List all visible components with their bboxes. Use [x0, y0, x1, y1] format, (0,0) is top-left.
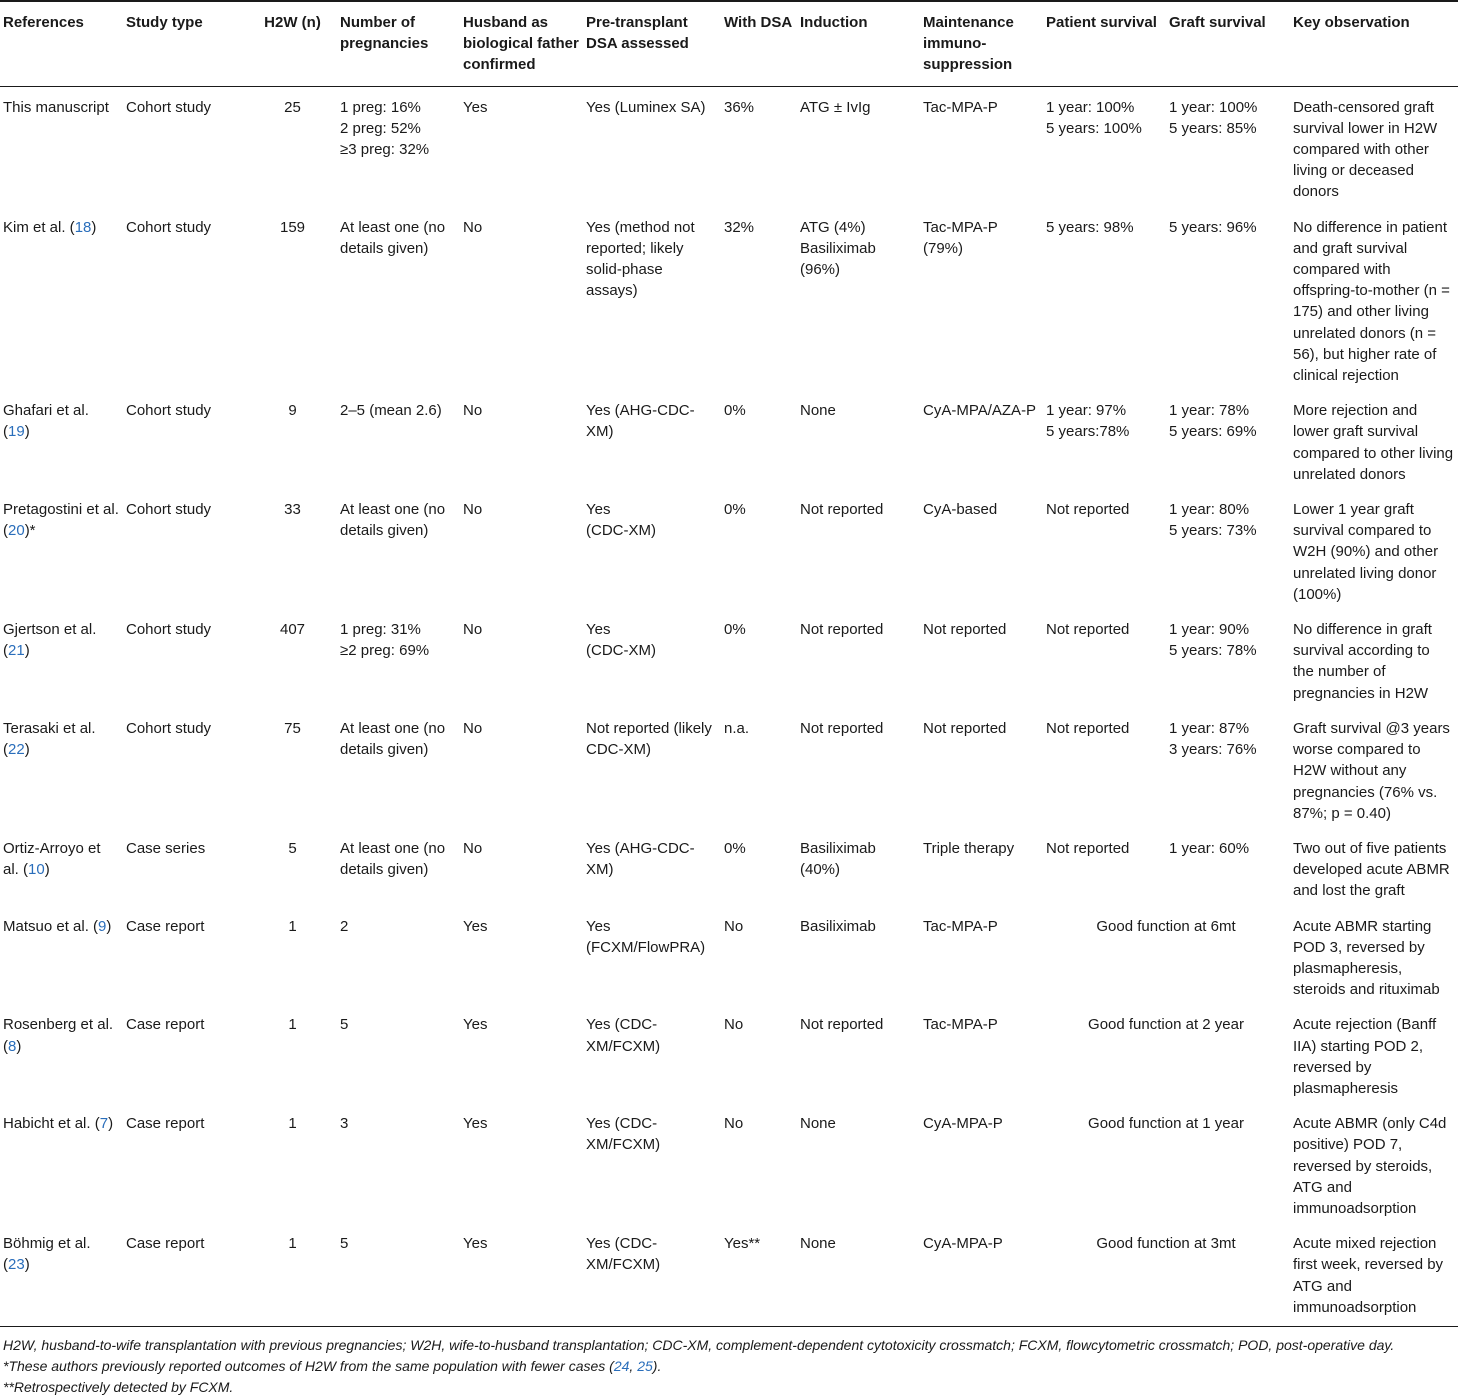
cell-key-observation: Acute mixed rejection first week, reversed by ATG and immunoadsorption [1290, 1223, 1458, 1326]
cell-reference: Terasaki et al. (22) [3, 719, 96, 759]
cell-dsa-assessed: Yes (FCXM/FlowPRA) [586, 917, 706, 956]
header-number-of-pregnancies: Number of pregnancies [337, 1, 460, 86]
cell-n: 1 [288, 1115, 297, 1133]
cell-patient-survival: Not reported [1046, 621, 1130, 639]
cell-dsa-assessed: Yes (CDC-XM) [586, 621, 656, 660]
cell-induction: None [800, 402, 836, 420]
cell-pregnancies: At least one (no details given) [340, 501, 446, 540]
table-row [0, 828, 1458, 906]
cell-maintenance: CyA-MPA-P [923, 1115, 1003, 1133]
reference-link[interactable]: 22 [8, 741, 25, 759]
reference-link[interactable]: 25 [637, 1357, 653, 1374]
cell-pregnancies: 2 [340, 917, 349, 935]
cell-reference: Böhmig et al. (23) [0, 1223, 123, 1326]
cell-study-type: Cohort study [126, 621, 212, 639]
header-induction: Induction [797, 1, 920, 86]
table-row [0, 906, 1458, 1005]
cell-patient-survival: 5 years: 98% [1046, 218, 1134, 236]
cell-dsa-assessed: Yes (CDC-XM) [586, 501, 656, 540]
table-row [0, 207, 1458, 391]
cell-n: 33 [284, 501, 301, 519]
cell-outcome: Good function at 2 year [1088, 1016, 1244, 1034]
table-row [0, 1223, 1458, 1326]
cell-outcome: Good function at 6mt [1096, 917, 1236, 935]
cell-induction: None [797, 1223, 920, 1326]
cell-reference: Matsuo et al. (9) [3, 917, 112, 935]
cell-patient-survival: Not reported [1046, 719, 1130, 737]
cell-reference: Kim et al. (18) [3, 218, 97, 236]
cell-maintenance: Not reported [923, 621, 1007, 639]
cell-pregnancies: At least one (no details given) [340, 839, 446, 879]
header-row [0, 1, 1458, 86]
table-row [0, 708, 1458, 828]
reference-link[interactable]: 21 [8, 642, 25, 660]
reference-link[interactable]: 10 [28, 861, 45, 879]
cell-outcome: Good function at 3mt [1043, 1223, 1290, 1326]
cell-study-type: Cohort study [126, 402, 212, 420]
cell-pregnancies: 2–5 (mean 2.6) [340, 402, 442, 420]
cell-n: 407 [279, 621, 306, 639]
cell-husband: No [463, 402, 483, 420]
cell-induction: Not reported [800, 719, 884, 737]
cell-reference: Pretagostini et al. (20)* [3, 501, 119, 540]
cell-husband: Yes [460, 1223, 583, 1326]
cell-dsa-assessed: Yes (AHG-CDC-XM) [586, 839, 695, 879]
cell-with-dsa: No [724, 1016, 744, 1034]
cell-pregnancies: 1 preg: 16% 2 preg: 52% ≥3 preg: 32% [340, 98, 430, 159]
cell-graft-survival: 1 year: 78% 5 years: 69% [1169, 402, 1257, 441]
cell-reference: Gjertson et al. (21) [3, 621, 97, 660]
cell-reference: Ghafari et al. (19) [3, 402, 89, 441]
cell-husband: No [463, 621, 483, 639]
cell-maintenance: Tac-MPA-P [923, 98, 998, 116]
table-body [0, 86, 1458, 1326]
cell-patient-survival: Not reported [1046, 501, 1130, 519]
cell-induction: Not reported [800, 1016, 884, 1034]
table-row [0, 1004, 1458, 1103]
cell-key-observation: Acute ABMR starting POD 3, reversed by plasmapheresis, steroids and rituximab [1293, 917, 1440, 999]
cell-pregnancies: At least one (no details given) [340, 719, 446, 759]
cell-pregnancies: 3 [340, 1115, 349, 1133]
cell-with-dsa: n.a. [724, 719, 750, 737]
cell-husband: No [463, 218, 483, 236]
reference-link[interactable]: 19 [8, 423, 25, 441]
header-patient-survival: Patient survival [1043, 1, 1166, 86]
cell-key-observation: Acute ABMR (only C4d positive) POD 7, reversed by steroids, ATG and immunoadsorption [1293, 1115, 1447, 1217]
cell-study-type: Cohort study [126, 218, 212, 236]
cell-maintenance: CyA-MPA-P [920, 1223, 1043, 1326]
cell-maintenance: Tac-MPA-P [923, 917, 998, 935]
cell-key-observation: More rejection and lower graft survival compared to other living unrelated donors [1293, 402, 1454, 483]
cell-maintenance: CyA-MPA/AZA-P [923, 402, 1037, 420]
cell-maintenance: Not reported [923, 719, 1007, 737]
cell-study-type: Cohort study [126, 501, 212, 519]
cell-study-type: Cohort study [126, 98, 212, 116]
cell-with-dsa: 32% [724, 218, 755, 236]
cell-dsa-assessed: Yes (AHG-CDC-XM) [586, 402, 695, 441]
header-husband-father: Husband as biological father confirmed [460, 1, 583, 86]
table-row [0, 609, 1458, 708]
cell-with-dsa: 0% [724, 501, 746, 519]
cell-husband: Yes [463, 98, 488, 116]
cell-husband: No [463, 719, 483, 737]
cell-patient-survival: 1 year: 97% 5 years:78% [1046, 402, 1130, 441]
cell-n: 5 [288, 839, 297, 857]
cell-graft-survival: 1 year: 100% 5 years: 85% [1169, 98, 1258, 137]
footnote-asterisk: *These authors previously reported outcomes of H2W from the same population with fewer cases (24, 25). [3, 1357, 662, 1374]
footnote-double-asterisk: **Retrospectively detected by FCXM. [3, 1378, 234, 1395]
cell-graft-survival: 1 year: 90% 5 years: 78% [1169, 621, 1257, 660]
cell-key-observation: No difference in patient and graft survival compared with offspring-to-mother (n = 175) and other living unrelated donors (n = 56), but higher rate of clinical rejection [1293, 218, 1450, 385]
table-header [0, 1, 1458, 86]
cell-reference: This manuscript [3, 98, 109, 116]
cell-n: 1 [288, 1016, 297, 1034]
cell-n: 1 [288, 917, 297, 935]
cell-study-type: Case report [126, 1016, 205, 1034]
header-h2w-n: H2W (n) [249, 1, 337, 86]
table-row [0, 489, 1458, 609]
table-row [0, 1103, 1458, 1223]
cell-pregnancies: 5 [340, 1016, 349, 1034]
cell-induction: Not reported [800, 621, 884, 639]
cell-patient-survival: 1 year: 100% 5 years: 100% [1046, 98, 1142, 137]
cell-reference: Ortiz-Arroyo et al. (10) [3, 839, 101, 879]
cell-dsa-assessed: Yes (CDC-XM/FCXM) [586, 1016, 661, 1055]
cell-maintenance: Tac-MPA-P [923, 1016, 998, 1034]
cell-dsa-assessed: Yes (method not reported; likely solid-phase assays) [586, 218, 695, 300]
header-key-observation: Key observation [1290, 1, 1458, 86]
cell-patient-survival: Not reported [1046, 839, 1130, 857]
cell-n: 9 [288, 402, 297, 420]
cell-dsa-assessed: Yes (Luminex SA) [586, 98, 706, 116]
cell-with-dsa: 0% [724, 839, 746, 857]
cell-study-type: Case series [126, 839, 206, 857]
cell-with-dsa: Yes** [721, 1223, 797, 1326]
reference-link[interactable]: 24 [613, 1357, 630, 1374]
cell-n: 25 [284, 98, 301, 116]
cell-maintenance: Triple therapy [923, 839, 1015, 857]
header-dsa-assessed: Pre-transplant DSA assessed [583, 1, 721, 86]
cell-n: 1 [249, 1223, 337, 1326]
footnote-abbreviations: H2W, husband-to-wife transplantation with previous pregnancies; W2H, wife-to-husband transplantation; CDC-XM, complement-dependent cytotoxicity crossmatch; FCXM, flowcytometric crossmatch; POD, post-operative day. [3, 1336, 1395, 1353]
reference-link[interactable]: 23 [8, 1256, 25, 1274]
cell-maintenance: Tac-MPA-P (79%) [923, 218, 998, 257]
cell-husband: No [463, 839, 483, 857]
cell-study-type: Cohort study [126, 719, 212, 737]
reference-link[interactable]: 18 [74, 218, 92, 236]
cell-induction: ATG ± IvIg [800, 98, 871, 116]
cell-dsa-assessed: Yes (CDC-XM/FCXM) [583, 1223, 721, 1326]
header-study-type: Study type [123, 1, 249, 86]
cell-key-observation: Lower 1 year graft survival compared to W2H (90%) and other unrelated living donor (100%) [1293, 501, 1439, 603]
cell-graft-survival: 1 year: 87% 3 years: 76% [1169, 719, 1257, 759]
cell-dsa-assessed: Yes (CDC-XM/FCXM) [586, 1115, 661, 1154]
cell-with-dsa: No [724, 917, 744, 935]
cell-husband: Yes [463, 1115, 488, 1133]
cell-n: 159 [279, 218, 306, 236]
cell-with-dsa: 0% [724, 621, 746, 639]
cell-induction: Basiliximab [800, 917, 876, 935]
table-row [0, 86, 1458, 207]
header-references: References [0, 1, 123, 86]
cell-with-dsa: 0% [724, 402, 746, 420]
cell-husband: No [463, 501, 483, 519]
cell-n: 75 [284, 719, 301, 737]
cell-study-type: Case report [126, 917, 205, 935]
reference-link[interactable]: 9 [98, 917, 107, 935]
cell-study-type: Case report [123, 1223, 249, 1326]
cell-study-type: Case report [126, 1115, 205, 1133]
cell-husband: Yes [463, 917, 488, 935]
cell-with-dsa: 36% [724, 98, 755, 116]
header-maintenance: Maintenance immuno-suppression [920, 1, 1043, 86]
cell-key-observation: No difference in graft survival according to the number of pregnancies in H2W [1293, 621, 1432, 702]
cell-pregnancies: 1 preg: 31% ≥2 preg: 69% [340, 621, 430, 660]
cell-dsa-assessed: Not reported (likely CDC-XM) [586, 719, 712, 759]
cell-graft-survival: 5 years: 96% [1169, 218, 1257, 236]
header-with-dsa: With DSA [721, 1, 797, 86]
reference-link[interactable]: 20 [8, 522, 25, 540]
header-graft-survival: Graft survival [1166, 1, 1290, 86]
cell-husband: Yes [463, 1016, 488, 1034]
cell-induction: None [800, 1115, 836, 1133]
cell-reference: Habicht et al. (7) [3, 1115, 114, 1133]
cell-outcome: Good function at 1 year [1088, 1115, 1244, 1133]
reference-link[interactable]: 8 [8, 1037, 17, 1055]
cell-induction: Not reported [800, 501, 884, 519]
cell-graft-survival: 1 year: 60% [1169, 839, 1250, 857]
cell-pregnancies: 5 [337, 1223, 460, 1326]
cell-key-observation: Graft survival @3 years worse compared to H2W without any pregnancies (76% vs. 87%; p = 0.40) [1293, 719, 1450, 822]
cell-pregnancies: At least one (no details given) [340, 218, 446, 257]
table-footnotes [0, 1327, 1458, 1398]
reference-link[interactable]: 7 [99, 1115, 109, 1133]
cell-induction: ATG (4%) Basiliximab (96%) [800, 218, 876, 279]
cell-key-observation: Acute rejection (Banff IIA) starting POD 2, reversed by plasmapheresis [1293, 1016, 1437, 1097]
cell-reference: Rosenberg et al. (8) [3, 1016, 114, 1055]
cell-maintenance: CyA-based [923, 501, 998, 519]
cell-key-observation: Two out of five patients developed acute ABMR and lost the graft [1293, 839, 1450, 900]
cell-key-observation: Death-censored graft survival lower in H2W compared with other living or deceased donors [1293, 98, 1438, 201]
cell-with-dsa: No [724, 1115, 744, 1133]
cell-induction: Basiliximab (40%) [800, 839, 876, 879]
cell-graft-survival: 1 year: 80% 5 years: 73% [1169, 501, 1257, 540]
table-row [0, 390, 1458, 489]
